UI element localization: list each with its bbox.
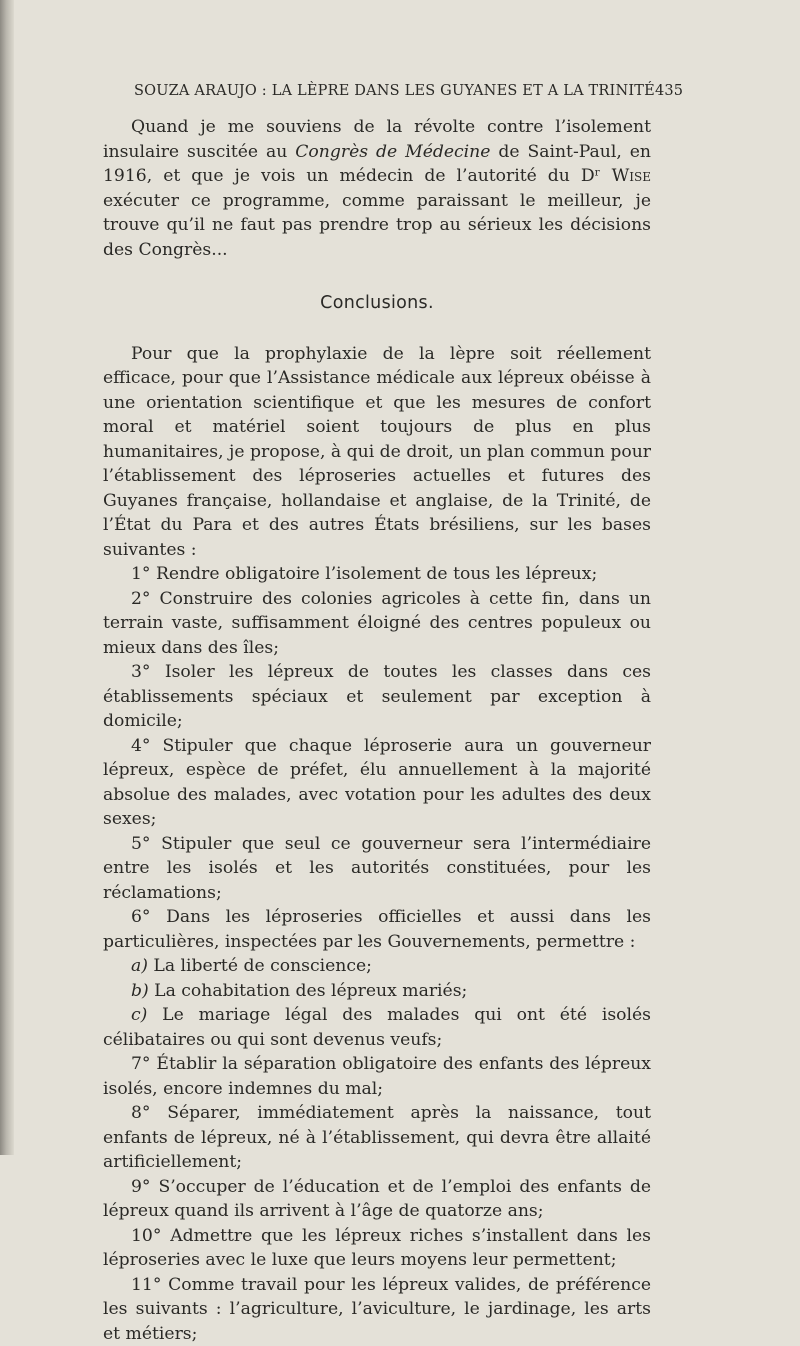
item-2: 2° Construire des colonies agricoles à cette fin, dans un terrain vaste, suffisamment éloigné des centres populeux ou mieux dans des îles; bbox=[103, 587, 651, 661]
page-spine-shadow bbox=[0, 0, 14, 1155]
item-6b bbox=[103, 979, 651, 1004]
item-10: 10° Admettre que les lépreux riches s’installent dans les léproseries avec le luxe que leurs moyens leur permettent; bbox=[103, 1224, 651, 1273]
item-6b-letter: b) bbox=[131, 981, 149, 1001]
page-body bbox=[103, 115, 651, 1346]
page-number: 435 bbox=[655, 83, 683, 99]
running-header bbox=[134, 83, 654, 99]
item-11: 11° Comme travail pour les lépreux valides, de préférence les suivants : l’agriculture, l’aviculture, le jardinage, les arts et métiers; bbox=[103, 1273, 651, 1346]
intro-name: Wise bbox=[612, 166, 651, 186]
item-9: 9° S’occuper de l’éducation et de l’emploi des enfants de lépreux quand ils arrivent à l’âge de quatorze ans; bbox=[103, 1175, 651, 1224]
item-6a bbox=[103, 954, 651, 979]
lead-paragraph: Pour que la prophylaxie de la lèpre soit réellement efficace, pour que l’Assistance médicale aux lépreux obéisse à une orientation scientifique et que les mesures de confort moral et matériel soient toujours de plus en plus humanitaires, je propose, à qui de droit, un plan commun pour l’établissement des léproseries actuelles et futures des Guyanes française, hollandaise et anglaise, de la Trinité, de l’État du Para et des autres États brésiliens, sur les bases suivantes : bbox=[103, 342, 651, 563]
item-5: 5° Stipuler que seul ce gouverneur sera l’intermédiaire entre les isolés et les autorités constituées, pour les réclamations; bbox=[103, 832, 651, 906]
item-6a-letter: a) bbox=[131, 956, 148, 976]
item-8: 8° Séparer, immédiatement après la naissance, tout enfants de lépreux, né à l’établissement, qui devra être allaité artificiellement; bbox=[103, 1101, 651, 1175]
section-heading: Conclusions. bbox=[103, 291, 651, 316]
item-6c-letter: c) bbox=[131, 1005, 147, 1025]
item-6c-text: Le mariage légal des malades qui ont été isolés célibataires ou qui sont devenus veufs; bbox=[103, 1005, 651, 1050]
running-title: SOUZA ARAUJO : LA LÈPRE DANS LES GUYANES ET A LA TRINITÉ bbox=[134, 83, 655, 99]
item-4: 4° Stipuler que chaque léproserie aura un gouverneur lépreux, espèce de préfet, élu annuellement à la majorité absolue des malades, avec votation pour les adultes des deux sexes; bbox=[103, 734, 651, 832]
intro-text-1: Quand je me souviens de la révolte contre l’isolement insulaire suscitée au bbox=[103, 117, 651, 162]
item-6c bbox=[103, 1003, 651, 1052]
item-6: 6° Dans les léproseries officielles et aussi dans les particulières, inspectées par les Gouvernements, permettre : bbox=[103, 905, 651, 954]
item-3: 3° Isoler les lépreux de toutes les classes dans ces établissements spéciaux et seulement par exception à domicile; bbox=[103, 660, 651, 734]
item-1: 1° Rendre obligatoire l’isolement de tous les lépreux; bbox=[103, 562, 651, 587]
item-7: 7° Établir la séparation obligatoire des enfants des lépreux isolés, encore indemnes du mal; bbox=[103, 1052, 651, 1101]
item-6a-text: La liberté de conscience; bbox=[148, 956, 372, 976]
intro-italic-title: Congrès de Médecine bbox=[295, 142, 490, 162]
intro-text-2: de Saint-Paul, en 1916, et que je vois un médecin de l’autorité du Dʳ bbox=[103, 142, 651, 187]
intro-text-3: exécuter ce programme, comme paraissant le meilleur, je trouve qu’il ne faut pas prendre trop au sérieux les décisions des Congrès... bbox=[103, 191, 651, 260]
intro-paragraph bbox=[103, 115, 651, 262]
item-6b-text: La cohabitation des lépreux mariés; bbox=[149, 981, 468, 1001]
